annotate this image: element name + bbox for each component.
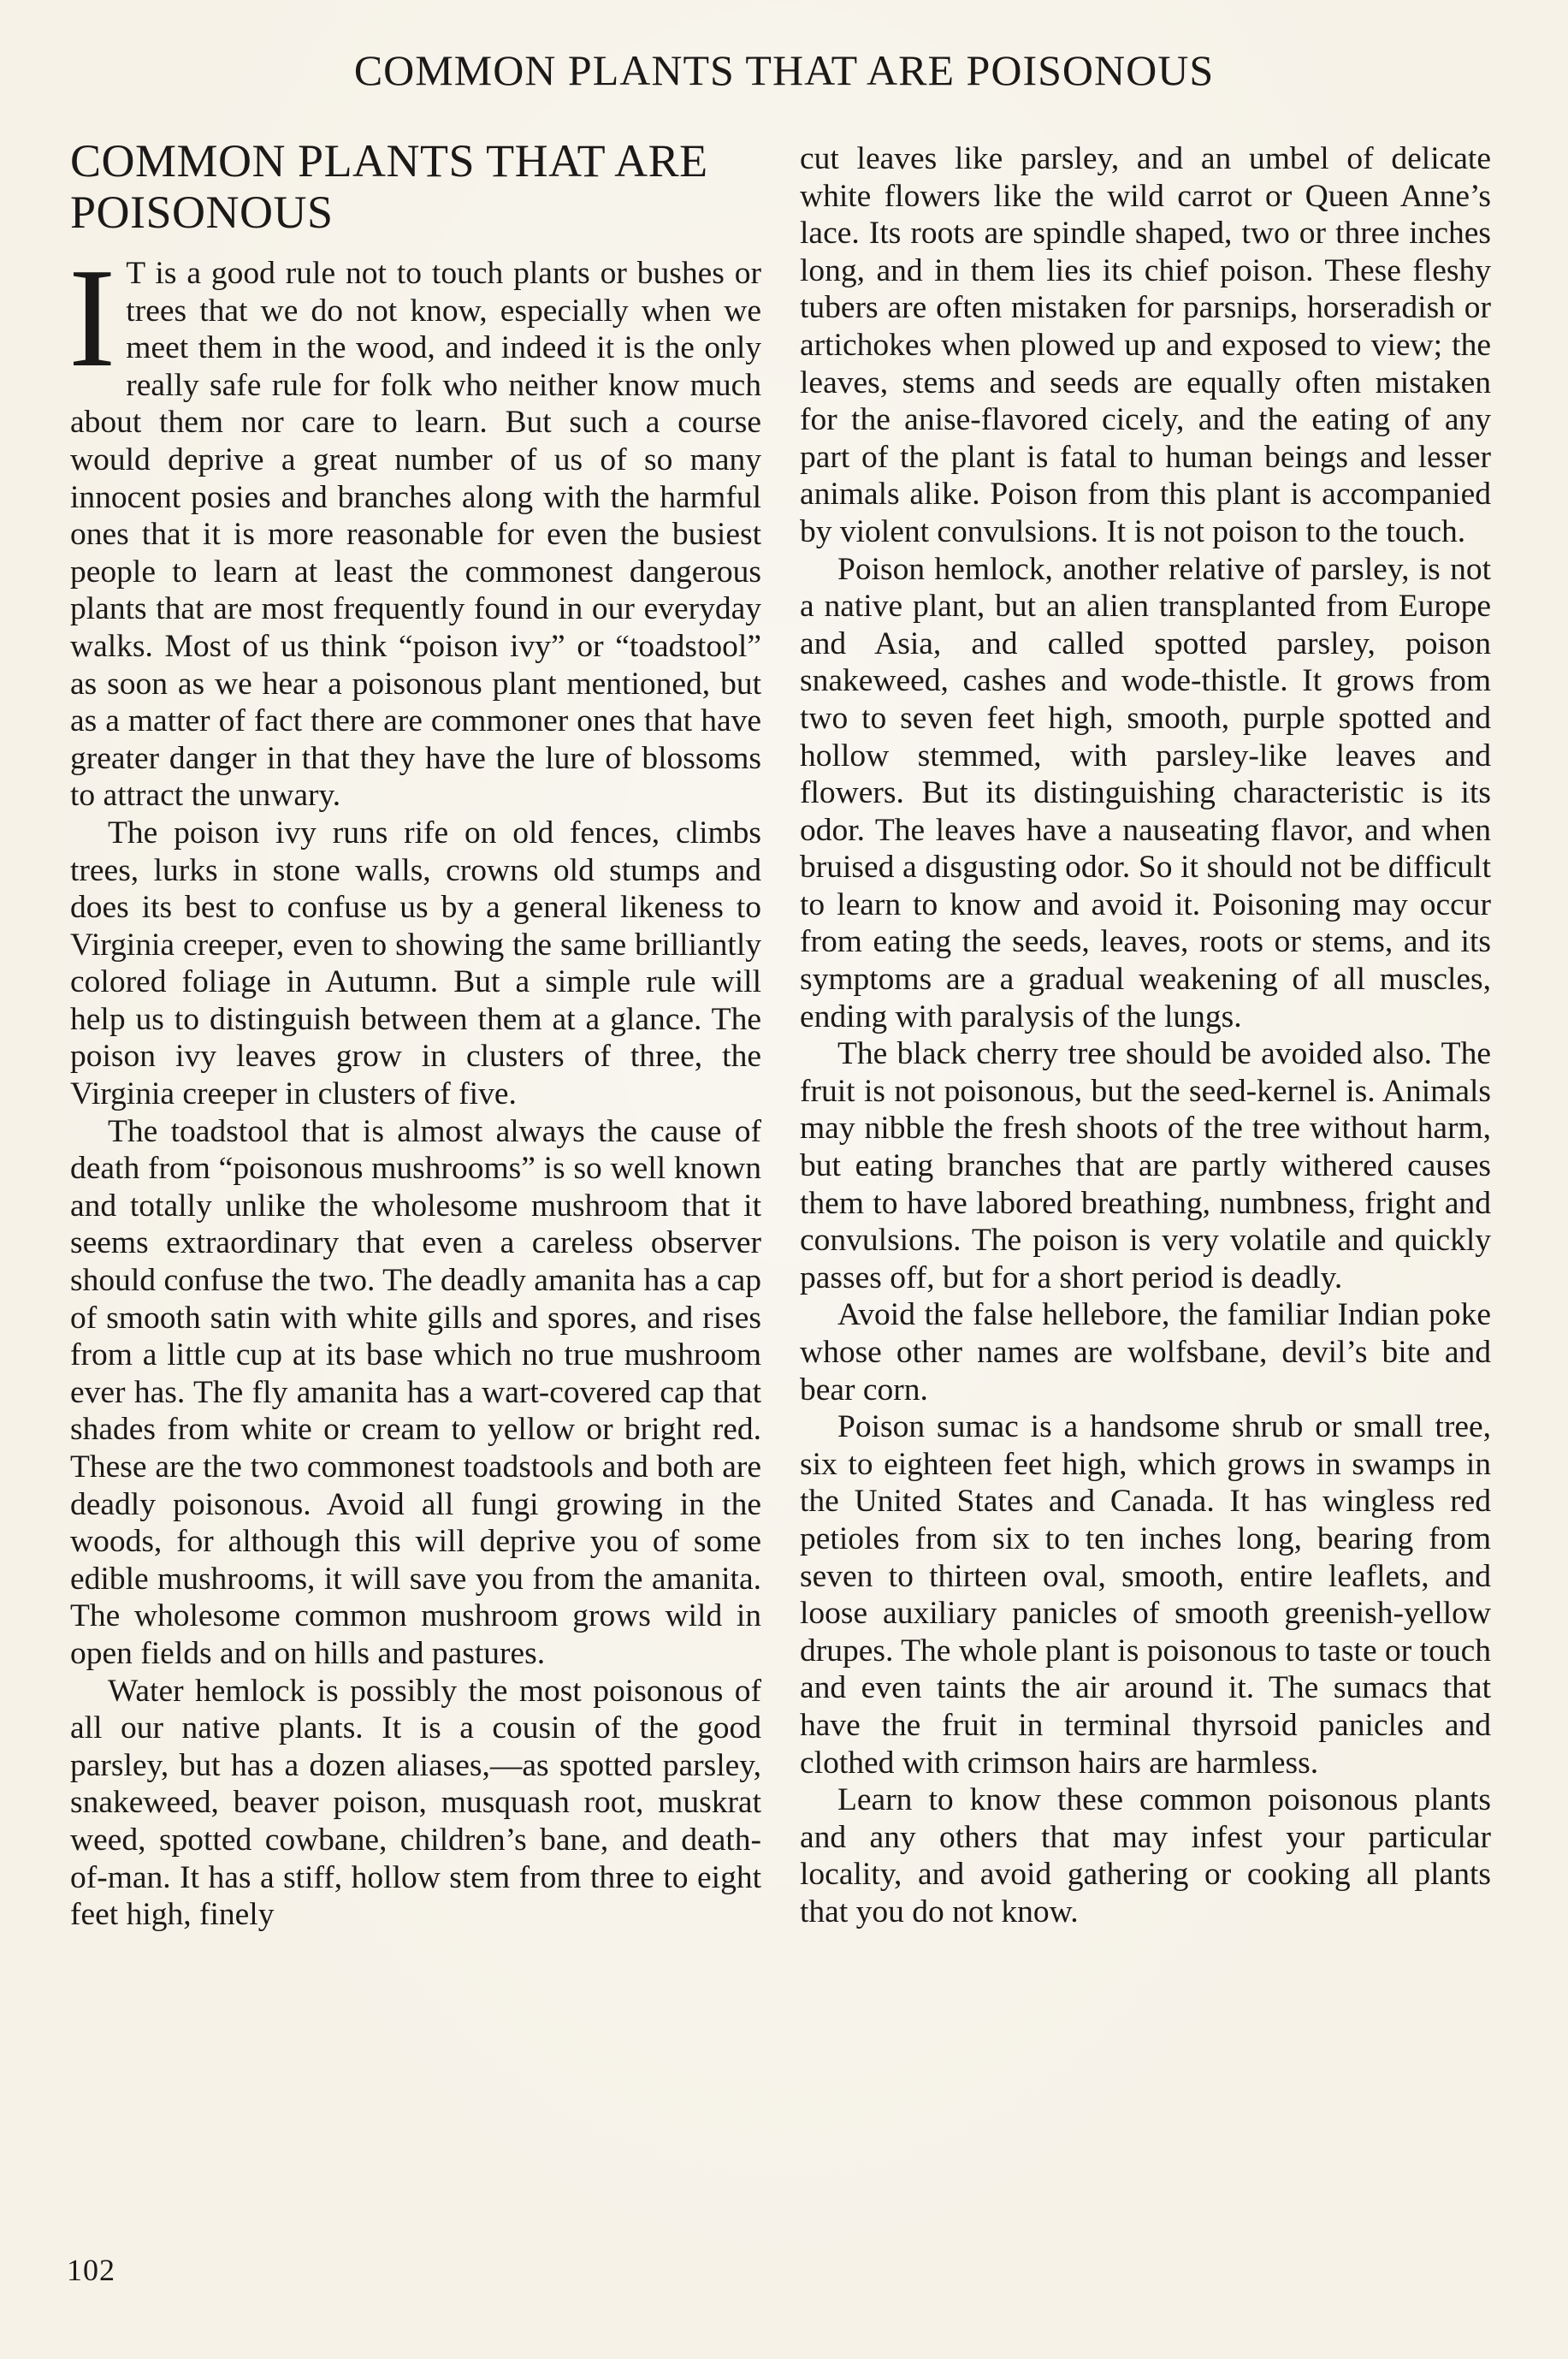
drop-cap: I xyxy=(68,239,116,396)
paragraph-conclusion: Learn to know these common poisonous plants and any others that may infest your particular locality, and avoid gathering or cooking all plants that you do not know. xyxy=(800,1782,1491,1929)
first-paragraph-text: T is a good rule not to touch plants or bushes or trees that we do not know, especially when we meet them in the wood, and indeed it is the only really safe rule for folk who neither know much about them nor care to learn. But such a course would deprive a great number of us of so many innocent posies and branches along with the harmful ones that it is more reasonable for even the busiest people to learn at least the commonest dangerous plants that are most frequently found in our everyday walks. Most of us think “poison ivy” or “toadstool” as soon as we hear a poisonous plant mentioned, but as a matter of fact there are commoner ones that have greater danger in that they have the lure of blossoms to attract the unwary. xyxy=(70,256,761,814)
article-title: COMMON PLANTS THAT ARE POISONOUS xyxy=(70,135,708,238)
right-column xyxy=(800,140,1491,1931)
paragraph-false-hellebore: Avoid the false hellebore, the familiar Indian poke whose other names are wolfsbane, devil’s bite and bear corn. xyxy=(800,1297,1491,1408)
paragraph-toadstool: The toadstool that is almost always the cause of death from “poisonous mushrooms” is so well known and totally unlike the wholesome mushroom that it seems extraordinary that even a careless observer should confuse the two. The deadly amanita has a cap of smooth satin with white gills and spores, and rises from a little cup at its base which no true mushroom ever has. The fly amanita has a wart-covered cap that shades from white or cream to yellow or bright red. These are the two commonest toadstools and both are deadly poisonous. Avoid all fungi growing in the woods, for although this will deprive you of some edible mushrooms, it will save you from the amanita. The wholesome common mushroom grows wild in open fields and on hills and pastures. xyxy=(70,1113,761,1671)
page-number: 102 xyxy=(67,2253,115,2287)
paragraph-black-cherry: The black cherry tree should be avoided also. The fruit is not poisonous, but the seed-kernel is. Animals may nibble the fresh shoots of the tree without harm, but eating branches that are partly withered causes them to have labored breathing, numbness, fright and convulsions. The poison is very volatile and quickly passes off, but for a short period is deadly. xyxy=(800,1036,1491,1295)
paragraph-poison-sumac: Poison sumac is a handsome shrub or small tree, six to eighteen feet high, which grows in swamps in the United States and Canada. It has wingless red petioles from six to ten inches long, bearing from seven to thirteen oval, smooth, entire leaflets, and loose auxiliary panicles of smooth greenish-yellow drupes. The whole plant is poisonous to taste or touch and even taints the air around it. The sumacs that have the fruit in terminal thyrsoid panicles and clothed with crimson hairs are harmless. xyxy=(800,1409,1491,1781)
first-paragraph xyxy=(68,239,761,815)
paragraph-poison-ivy: The poison ivy runs rife on old fences, climbs trees, lurks in stone walls, crowns old stumps and does its best to confuse us by a general likeness to Virginia creeper, even to showing the same brilliantly colored foliage in Autumn. But a simple rule will help us to distinguish between them at a glance. The poison ivy leaves grow in clusters of three, the Virginia creeper in clusters of five. xyxy=(70,815,761,1112)
left-column xyxy=(70,135,761,1934)
paragraph-poison-hemlock: Poison hemlock, another relative of parsley, is not a native plant, but an alien transplanted from Europe and Asia, and called spotted parsley, poison snakeweed, cashes and wode-thistle. It grows from two to seven feet high, smooth, purple spotted and hollow stemmed, with parsley-like leaves and flowers. But its distinguishing characteristic is its odor. The leaves have a nauseating flavor, and when bruised a disgusting odor. So it should not be difficult to learn to know and avoid it. Poisoning may occur from eating the seeds, leaves, roots or stems, and its symptoms are a gradual weakening of all muscles, ending with paralysis of the lungs. xyxy=(800,551,1491,1034)
paragraph-water-hemlock-continued: cut leaves like parsley, and an umbel of delicate white flowers like the wild carrot or Queen Anne’s lace. Its roots are spindle shaped, two or three inches long, and in them lies its chief poison. These fleshy tubers are often mistaken for parsnips, horseradish or artichokes when plowed up and exposed to view; the leaves, stems and seeds are equally often mistaken for the anise-flavored cicely, and the eating of any part of the plant is fatal to human beings and lesser animals alike. Poison from this plant is accompanied by violent convulsions. It is not poison to the touch. xyxy=(800,141,1491,549)
running-head: COMMON PLANTS THAT ARE POISONOUS xyxy=(353,46,1215,94)
paragraph-water-hemlock: Water hemlock is possibly the most poisonous of all our native plants. It is a cousin of the good parsley, but has a dozen aliases,—as spotted parsley, snakeweed, beaver poison, musquash root, muskrat weed, spotted cowbane, children’s bane, and death-of-man. It has a stiff, hollow stem from three to eight feet high, finely xyxy=(70,1673,761,1933)
